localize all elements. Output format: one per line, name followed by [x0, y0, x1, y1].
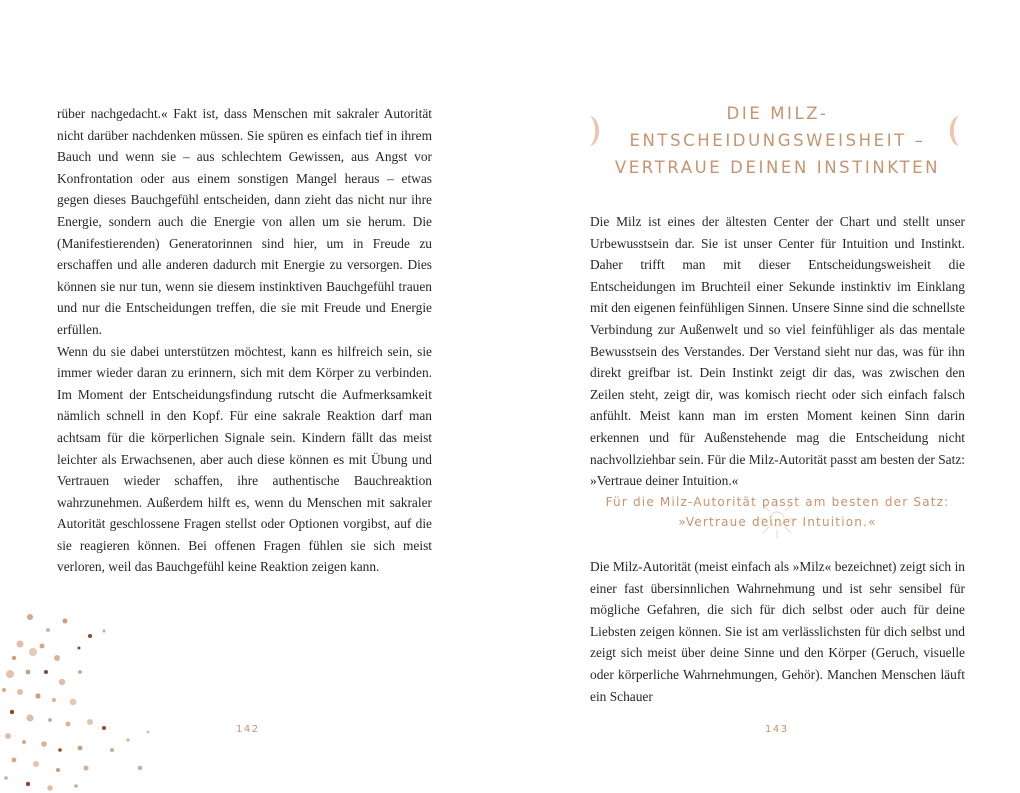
left-body-text — [57, 103, 432, 578]
confetti-dots — [0, 600, 180, 793]
right-body-text-1 — [590, 211, 965, 492]
chapter-heading: DIE MILZ-ENTSCHEIDUNGSWEISHEIT – VERTRAUE DEINEN INSTINKTEN — [614, 104, 941, 177]
page-number-left: 142 — [236, 724, 260, 735]
crescent-moon-icon — [945, 115, 961, 147]
left-paragraph-1: rüber nachgedacht.« Fakt ist, dass Menschen mit sakraler Autorität nicht darüber nachdenken müssen. Sie spüren es einfach tief in ihrem Bauch und wenn sie – aus schlechtem Gewissen, aus Angst vor Konfrontation oder aus einem sonstigen Mangel heraus – etwas gegen dieses Bauchgefühl entscheiden, dann zieht das nicht nur ihre Energie, sondern auch die Energie von allen um sie herum. Die (Manifestierenden) Generatorinnen sind hier, um in Freude zu erschaffen und alle anderen dadurch mit Energie zu versorgen. Dies können sie nur tun, wenn sie diesem instinktiven Bauchgefühl trauen und nur die Entscheidungen treffen, die sie mit Freude und Energie erfüllen. — [57, 106, 432, 337]
right-paragraph-2: Die Milz-Autorität (meist einfach als »Milz« bezeichnet) zeigt sich in einer fast übersinnlichen Wahrnehmung und ist sehr sensibel für mögliche Gefahren, die sich für dich selbst oder auch für deine Liebsten zeigen können. Sie ist am verlässlichsten für dich selbst und zeigt sich meist über deine Sinne und den Körper (Geruch, visuelle oder körperliche Wahrnehmungen, Gehör). Manchen Menschen läuft ein Schauer — [590, 559, 965, 704]
right-body-text-2 — [590, 556, 965, 707]
left-paragraph-2: Wenn du sie dabei unterstützen möchtest, kann es hilfreich sein, sie immer wieder daran zu erinnern, sich mit dem Körper zu verbinden. Im Moment der Entscheidungsfindung rutscht die Aufmerksamkeit nämlich schnell in den Kopf. Für eine sakrale Reaktion darf man achtsam für die körperlichen Signale sein. Kindern fällt das meist leichter als Erwachsenen, aber auch diese können es mit Übung und Vertrauen wieder schaffen, ihre authentische Bauchreaktion wahrzunehmen. Außerdem hilft es, wenn du Menschen mit sakraler Autorität geschlossene Fragen stellst oder Optionen vorgibst, auf die sie reagieren können. Bei offenen Fragen fühlen sie sich meist verloren, weil das Bauchgefühl keine Reaktion zeigen kann. — [57, 343, 432, 575]
right-paragraph-1: Die Milz ist eines der ältesten Center der Chart und stellt unser Urbewusstsein dar. Sie ist unser Center für Intuition und Instinkt. Daher trifft man mit dieser Entscheidungsweisheit die Entscheidungen im Bruchteil einer Sekunde instinktiv im Einklang mit den eigenen feinfühligen Sinnen. Unsere Sinne sind die schnellste Verbindung zur Außenwelt und so viel feinfühliger als das mentale Bewusstsein des Verstandes. Der Verstand sieht nur das, was für ihn direkt greifbar ist. Dein Instinkt zeigt dir das, was zwischen den Zeilen steht, zeigt dir, was komisch riecht oder sich einfach falsch anfühlt. Meist kann man im ersten Moment keinen Sinn darin erkennen und für Außenstehende mag die Entscheidung nicht nachvollziehbar sein. Für die Milz-Autorität passt am besten der Satz: »Vertraue deiner Intuition.« — [590, 214, 965, 489]
pull-quote: Für die Milz-Autorität passt am besten der Satz: »Vertraue deiner Intuition.« — [605, 495, 950, 529]
page-number-right: 143 — [765, 724, 789, 735]
right-page — [510, 0, 1020, 793]
